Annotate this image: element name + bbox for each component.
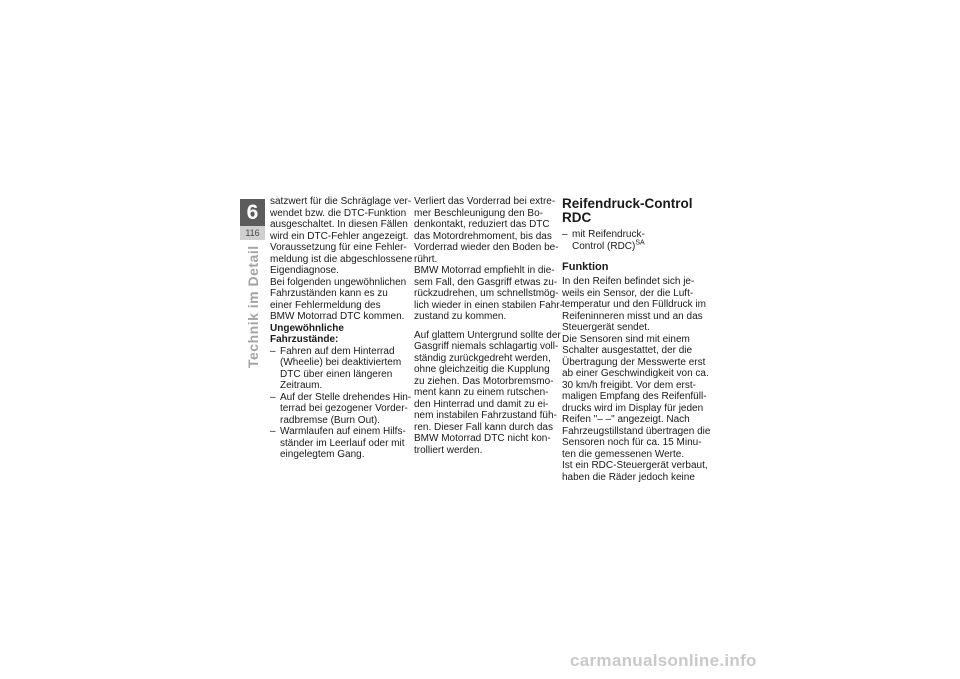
list-line: Zeitraum. xyxy=(280,380,323,391)
list-line: Fahren auf dem Hinterrad xyxy=(280,345,395,357)
text-line: ren. Dieser Fall kann durch das xyxy=(414,421,553,433)
list-line: Auf der Stelle drehendes Hin- xyxy=(280,391,412,403)
text-line: drucks wird im Display für jeden xyxy=(562,402,704,414)
list-item-rdc-option xyxy=(562,229,700,252)
watermark: carmanualsonline.info xyxy=(570,651,757,670)
paragraph-front-wheel-lift xyxy=(414,196,559,265)
special-accessory-marker: SA xyxy=(635,239,645,247)
text-line: satzwert für die Schräglage ver- xyxy=(270,196,412,207)
text-line: Auf glattem Untergrund sollte der xyxy=(414,329,561,341)
text-line: Voraussetzung für eine Fehler- xyxy=(270,242,407,253)
text-line: temperatur und den Fülldruck im xyxy=(562,299,706,310)
text-line: einer Fehlermeldung des xyxy=(270,299,381,311)
text-line: Übertragung der Messwerte erst xyxy=(562,356,706,368)
text-line: maligen Empfang des Reifenfüll- xyxy=(562,391,707,402)
text-column-2 xyxy=(414,196,563,456)
text-line: ten die gemessenen Werte. xyxy=(562,448,685,460)
text-line: Reifen "– –" angezeigt. Nach xyxy=(562,414,690,425)
paragraph-unusual-states-intro xyxy=(270,277,408,323)
list-line: terrad bei gezogener Vorder- xyxy=(280,403,408,414)
text-line: weils ein Sensor, der die Luft- xyxy=(562,287,694,299)
page-number: 116 xyxy=(240,226,265,240)
text-line: Bei folgenden ungewöhnlichen xyxy=(270,276,407,288)
section-heading-rdc xyxy=(562,197,700,225)
dash-bullet: – xyxy=(562,229,568,240)
dash-bullet: – xyxy=(270,426,276,437)
chapter-title-vertical: Technik im Detail xyxy=(245,245,261,368)
list-line: eingelegtem Gang. xyxy=(280,449,365,460)
heading-line: RDC xyxy=(562,210,592,225)
sub-heading-function: Funktion xyxy=(562,261,609,273)
text-line: Fahrzuständen kann es zu xyxy=(270,288,388,299)
paragraph-sensors xyxy=(562,276,706,334)
text-line: zustand zu kommen. xyxy=(414,311,507,322)
heading-line: Fahrzustände: xyxy=(270,334,339,345)
text-line: BMW Motorrad DTC nicht kon- xyxy=(414,433,551,444)
list-line: (Wheelie) bei deaktiviertem xyxy=(280,357,402,368)
paragraph-slippery-surface xyxy=(414,329,561,457)
list-line: radbremse (Burn Out). xyxy=(280,414,381,426)
chapter-number: 6 xyxy=(246,200,259,224)
text-line: ohne gleichzeitig die Kupplung xyxy=(414,364,550,375)
list-item-warm-up xyxy=(270,426,408,461)
list-line: ständer im Leerlauf oder mit xyxy=(280,437,405,449)
text-column-3 xyxy=(562,196,711,483)
list-item-wheelie xyxy=(270,346,408,392)
list-line: mit Reifendruck- xyxy=(572,229,645,240)
text-line: rückzudrehen, um schnellstmög- xyxy=(414,288,559,299)
dash-bullet: – xyxy=(270,345,276,357)
text-line: ständig zurückgedreht werden, xyxy=(414,352,551,364)
text-line: mer Beschleunigung den Bo- xyxy=(414,207,543,219)
chapter-number-box xyxy=(240,199,265,226)
text-line: haben die Räder jedoch keine xyxy=(562,471,695,483)
text-line: trolliert werden. xyxy=(414,444,483,456)
text-line: rührt. xyxy=(414,253,438,265)
heading-line: Ungewöhnliche xyxy=(270,322,344,334)
text-line: BMW Motorrad empfiehlt in die- xyxy=(414,265,555,276)
text-line: Sensoren noch für ca. 15 Minu- xyxy=(562,437,702,448)
text-line: ab einer Geschwindigkeit von ca. xyxy=(562,368,709,379)
text-line: den Hinterrad und damit zu ei- xyxy=(414,398,549,410)
text-line: 30 km/h freigibt. Vor dem erst- xyxy=(562,379,696,391)
text-line: Steuergerät sendet. xyxy=(562,322,650,333)
text-line: nem instabilen Fahrzustand füh- xyxy=(414,410,557,421)
paragraph-rdc-control-unit xyxy=(562,460,708,483)
paragraph-transmission xyxy=(562,333,711,461)
list-line: Control (RDC) xyxy=(572,240,636,252)
text-line: Reifeninneren misst und an das xyxy=(562,310,703,322)
paragraph-recommendation xyxy=(414,265,563,323)
paragraph-self-diagnosis xyxy=(270,196,413,277)
dash-bullet: – xyxy=(270,391,276,403)
text-line: das Motordrehmoment, bis das xyxy=(414,230,552,242)
text-line: In den Reifen befindet sich je- xyxy=(562,276,695,287)
unusual-states-heading xyxy=(270,323,408,346)
list-line: Warmlaufen auf einem Hilfs- xyxy=(280,426,406,437)
text-line: Schalter ausgestattet, der die xyxy=(562,345,693,356)
text-line: lich wieder in einen stabilen Fahr- xyxy=(414,299,563,311)
text-line: Ist ein RDC-Steuergerät verbaut, xyxy=(562,460,708,471)
text-line: wird ein DTC-Fehler angezeigt. xyxy=(270,230,409,242)
text-line: zu ziehen. Das Motorbremsmo- xyxy=(414,375,554,387)
text-column-1 xyxy=(270,196,413,461)
text-line: Vorderrad wieder den Boden be- xyxy=(414,242,559,253)
heading-line: Reifendruck-Control xyxy=(562,196,693,211)
text-line: sem Fall, den Gasgriff etwas zu- xyxy=(414,276,558,288)
text-line: wendet bzw. die DTC-Funktion xyxy=(270,207,407,219)
list-line: DTC über einen längeren xyxy=(280,368,393,380)
text-line: denkontakt, reduziert das DTC xyxy=(414,219,550,230)
text-line: Die Sensoren sind mit einem xyxy=(562,333,690,345)
text-line: Gasgriff niemals schlagartig voll- xyxy=(414,341,559,352)
text-line: ausgeschaltet. In diesen Fällen xyxy=(270,219,408,230)
text-line: Verliert das Vorderrad bei extre- xyxy=(414,196,556,207)
text-line: BMW Motorrad DTC kommen. xyxy=(270,311,405,322)
list-item-burnout xyxy=(270,391,412,427)
text-line: Eigendiagnose. xyxy=(270,265,339,276)
text-line: meldung ist die abgeschlossene xyxy=(270,253,413,265)
text-line: ment kann zu einem rutschen- xyxy=(414,387,549,398)
text-line: Fahrzeugstillstand übertragen die xyxy=(562,425,711,437)
